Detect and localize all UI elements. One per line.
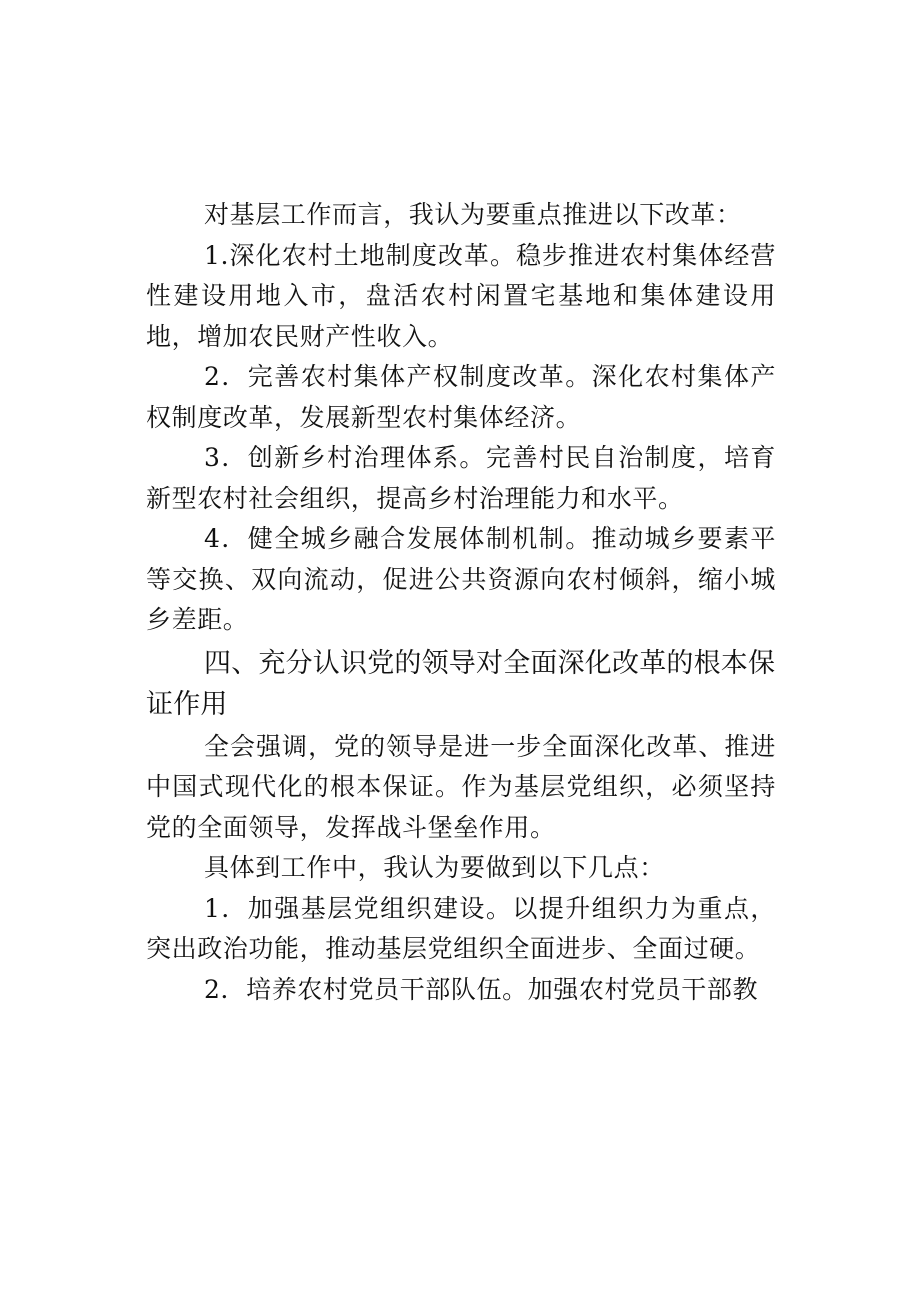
paragraph-governance-reform: 3．创新乡村治理体系。完善村民自治制度，培育新型农村社会组织，提高乡村治理能力和水平。 [146,443,776,513]
paragraph-cadre-training: 2．培养农村党员干部队伍。加强农村党员干部教 [204,974,759,1004]
paragraph-property-reform: 2．完善农村集体产权制度改革。深化农村集体产权制度改革，发展新型农村集体经济。 [146,362,776,432]
section-heading-party-leadership: 四、充分认识党的领导对全面深化改革的根本保证作用 [146,647,776,720]
paragraph-reform-intro: 对基层工作而言，我认为要重点推进以下改革： [204,200,742,229]
paragraph-land-reform: 1.深化农村土地制度改革。稳步推进农村集体经营性建设用地入市，盘活农村闲置宅基地和集体建设用地，增加农民财产性收入。 [146,240,776,351]
document-body [146,195,776,1010]
paragraph-urban-rural-reform: 4．健全城乡融合发展体制机制。推动城乡要素平等交换、双向流动，促进公共资源向农村倾斜，缩小城乡差距。 [146,524,776,634]
paragraph-party-building: 1．加强基层党组织建设。以提升组织力为重点，突出政治功能，推动基层党组织全面进步、全面过硬。 [146,893,776,963]
paragraph-party-leadership: 全会强调，党的领导是进一步全面深化改革、推进中国式现代化的根本保证。作为基层党组织，必须坚持党的全面领导，发挥战斗堡垒作用。 [146,731,776,842]
paragraph-work-points-intro: 具体到工作中，我认为要做到以下几点： [204,853,665,882]
